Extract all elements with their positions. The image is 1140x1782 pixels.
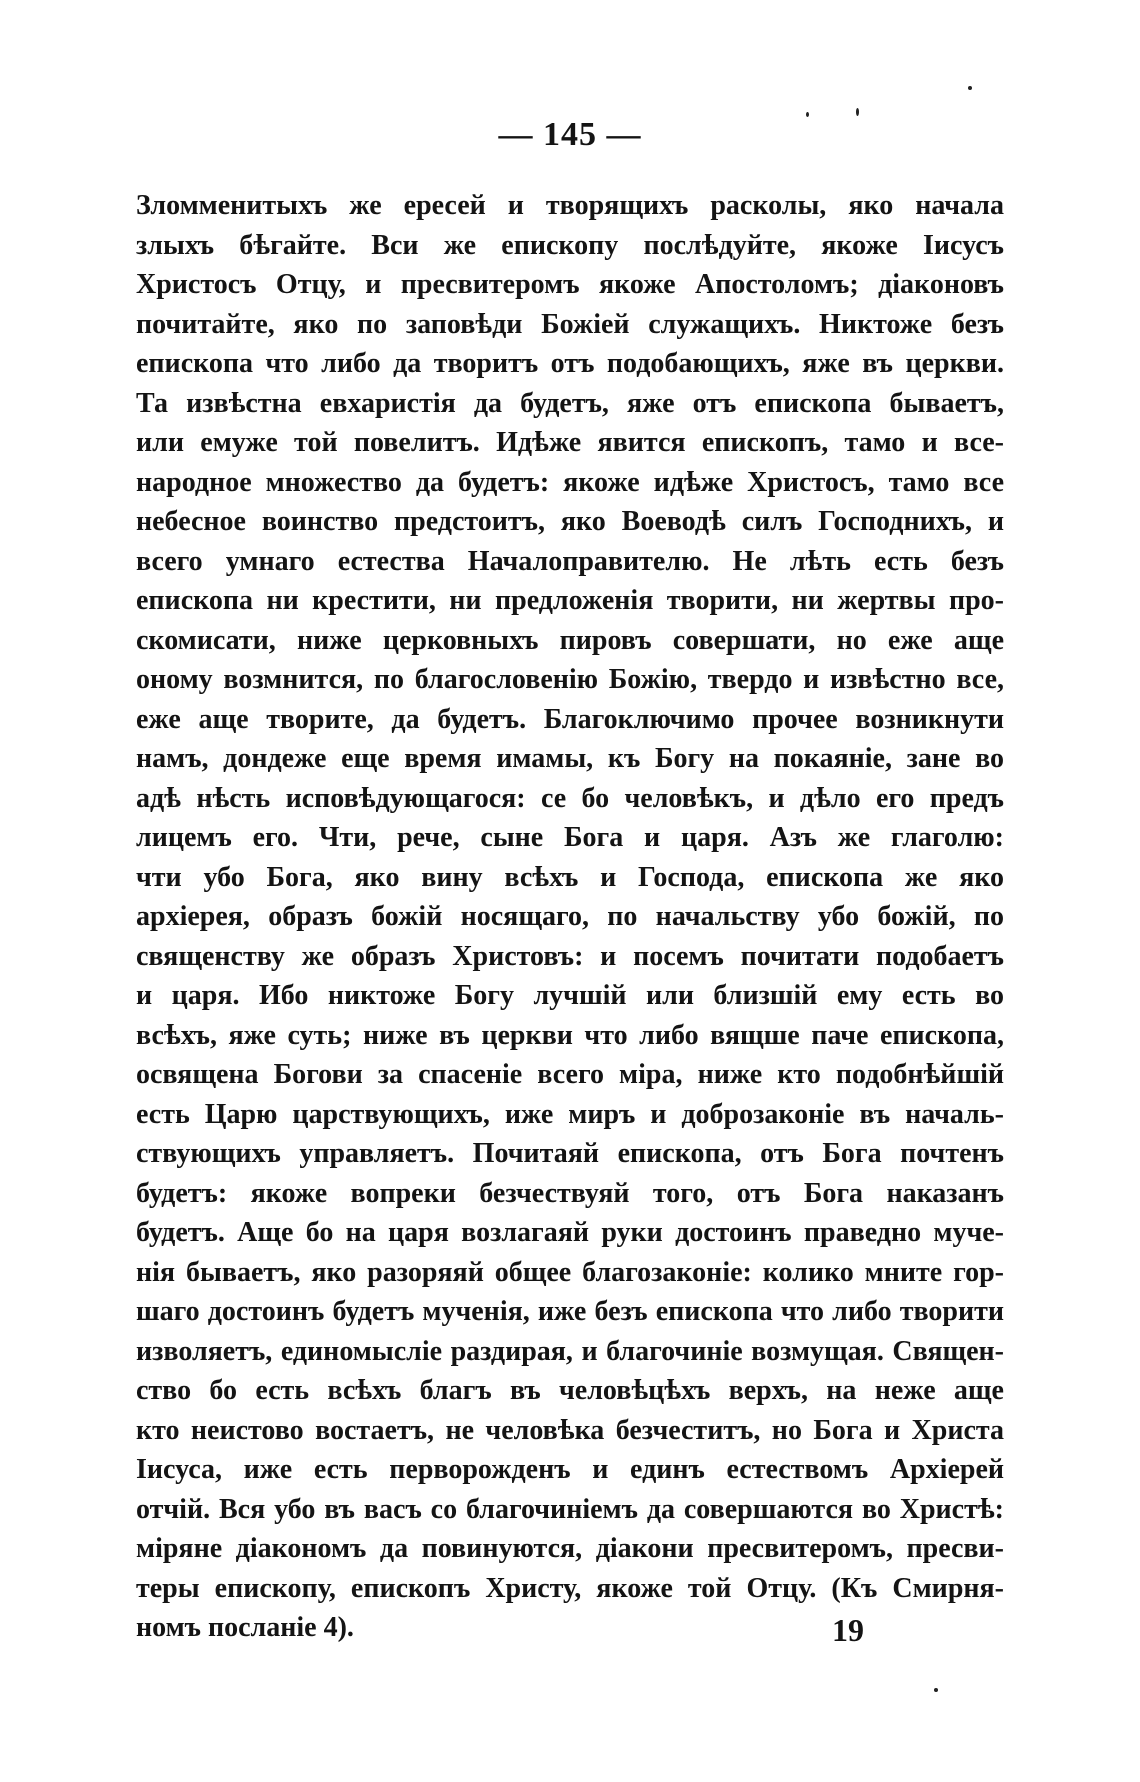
page-number: — 145 — [498, 116, 642, 153]
text-line: всего умнаго естества Началоправителю. Не лѣть есть безъ [136, 545, 1004, 577]
body-text [136, 186, 1004, 1648]
text-line: изволяетъ, единомысліе раздирая, и благочиніе возмущая. Священ- [136, 1335, 1004, 1367]
text-line: епископа ни крестити, ни предложенія творити, ни жертвы про- [136, 585, 1004, 616]
signature-mark: 19 [832, 1612, 864, 1648]
text-line: епископа что либо да творитъ отъ подобающихъ, яже въ церкви. [136, 348, 1004, 379]
text-line: намъ, дондеже еще время имамы, къ Богу на покаяніе, зане во [136, 743, 1004, 774]
ink-speck [968, 86, 972, 90]
text-line: шаго достоинъ будетъ мученія, иже безъ епископа что либо творити [136, 1296, 1004, 1327]
text-line: почитайте, яко по заповѣди Божіей служащихъ. Никтоже безъ [136, 308, 1004, 340]
text-line: отчій. Вся убо въ васъ со благочиніемъ да совершаются во Христѣ: [136, 1493, 1004, 1525]
text-line: будетъ. Аще бо на царя возлагаяй руки достоинъ праведно муче- [136, 1217, 1004, 1248]
text-line: Христосъ Отцу, и пресвитеромъ якоже Апостоломъ; діаконовъ [136, 269, 1004, 300]
text-line: Зломменитыхъ же ересей и творящихъ расколы, яко начала [136, 190, 1004, 221]
text-line: или емуже той повелитъ. Идѣже явится епископъ, тамо и все- [136, 427, 1004, 458]
text-line: есть Царю царствующихъ, иже миръ и доброзаконіе въ началь- [136, 1098, 1004, 1130]
text-line: чти убо Бога, яко вину всѣхъ и Господа, епископа же яко [136, 861, 1004, 893]
text-line: номъ посланіе 4). [136, 1612, 354, 1643]
text-line: нія бываетъ, яко разоряяй общее благозаконіе: колико мните гор- [136, 1256, 1004, 1288]
text-line: священству же образъ Христовъ: и посемъ почитати подобаетъ [136, 940, 1004, 972]
text-line: міряне діакономъ да повинуются, діакони пресвитеромъ, пресви- [136, 1533, 1004, 1564]
text-line: народное множество да будетъ: якоже идѣже Христосъ, тамо все [136, 466, 1004, 498]
text-line: ство бо есть всѣхъ благъ въ человѣцѣхъ верхъ, на неже аще [136, 1375, 1004, 1406]
text-line: скомисати, ниже церковныхъ пировъ совершати, но еже аще [136, 624, 1004, 656]
text-line: ствующихъ управляетъ. Почитаяй епископа, отъ Бога почтенъ [136, 1138, 1004, 1169]
text-line: небесное воинство предстоитъ, яко Воеводѣ силъ Господнихъ, и [136, 506, 1004, 537]
text-line: освящена Богови за спасеніе всего міра, ниже кто подобнѣйшій [136, 1059, 1004, 1090]
text-line: Та извѣстна евхаристія да будетъ, яже отъ епископа бываетъ, [136, 387, 1004, 419]
text-line: лицемъ его. Чти, рече, сыне Бога и царя. Азъ же глаголю: [136, 822, 1004, 853]
text-line: злыхъ бѣгайте. Вси же епископу послѣдуйте, якоже Іисусъ [136, 229, 1004, 261]
text-line: адѣ нѣсть исповѣдующагося: се бо человѣкъ, и дѣло его предъ [136, 782, 1004, 814]
text-line: оному возмнится, по благословенію Божію, твердо и извѣстно все, [136, 664, 1004, 695]
text-line: будетъ: якоже вопреки безчествуяй того, отъ Бога наказанъ [136, 1177, 1004, 1209]
text-line: архіерея, образъ божій носящаго, по начальству убо божій, по [136, 901, 1004, 932]
ink-speck [934, 1688, 938, 1692]
text-line: всѣхъ, яже суть; ниже въ церкви что либо вящше паче епископа, [136, 1019, 1004, 1051]
text-line: теры епископу, епископъ Христу, якоже той Отцу. (Къ Смирня- [136, 1572, 1004, 1604]
ink-speck [806, 112, 809, 117]
text-line: и царя. Ибо никтоже Богу лучшій или близшій ему есть во [136, 980, 1004, 1011]
text-line: еже аще творите, да будетъ. Благоключимо прочее возникнути [136, 703, 1004, 735]
ink-speck [856, 108, 859, 116]
text-line: кто неистово востаетъ, не человѣка безчеститъ, но Бога и Христа [136, 1414, 1004, 1446]
text-line: Іисуса, иже есть перворожденъ и единъ естествомъ Архіерей [136, 1454, 1004, 1485]
